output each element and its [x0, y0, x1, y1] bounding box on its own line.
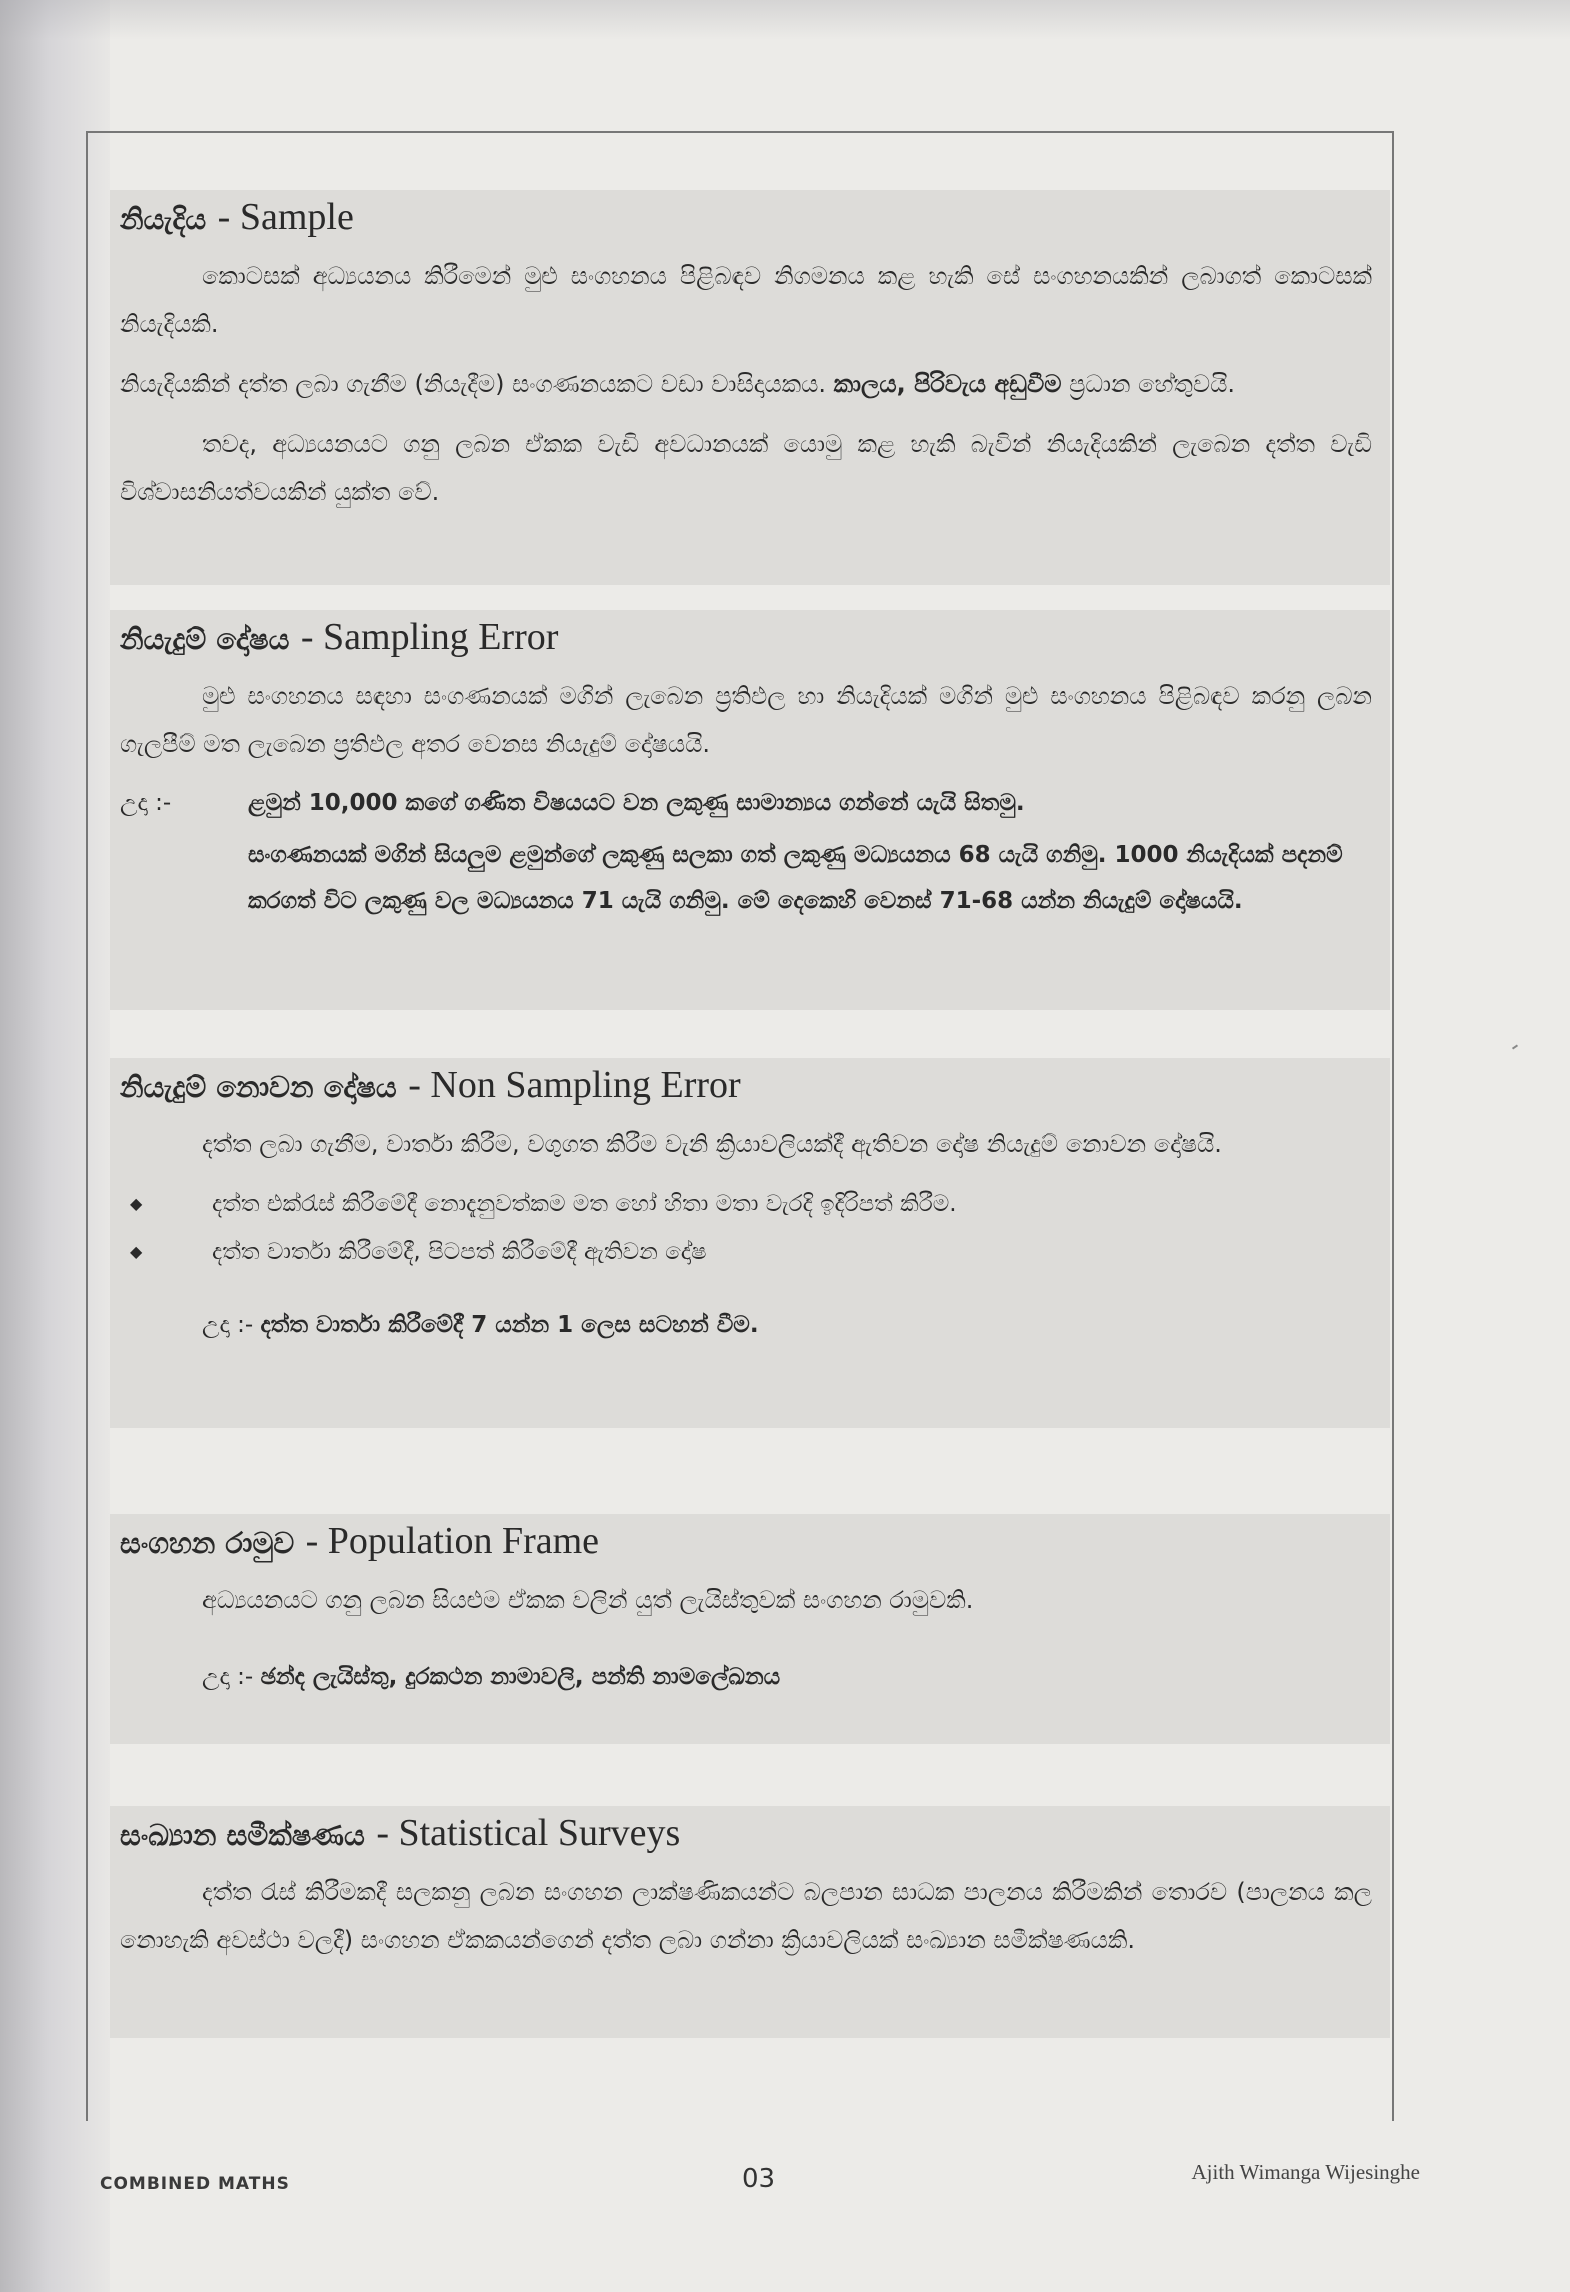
section-population-frame [110, 1514, 1390, 1744]
paragraph: කොටසක් අධ්‍යයනය කිරීමෙන් මුළු සංගහනය පිළිබඳව නිගමනය කළ හැකි සේ සංගහනයකින් ලබාගත් කොටසක් නියැදියකි. [120, 262, 1372, 338]
heading-sinhala: සංඛ්‍යාන සමීක්ෂණය [120, 1818, 365, 1852]
paragraph-text: ප්‍රධාන හේතුවයි. [1069, 370, 1235, 398]
heading-english: Sampling Error [323, 616, 559, 658]
paragraph-text: නියැදියකින් දත්ත ලබා ගැනීම (නියැදීම) සංගණනයකට වඩා වාසිදායකය. [120, 370, 826, 398]
section-sample [110, 190, 1390, 585]
heading-english: Sample [239, 196, 354, 238]
section-statistical-surveys [110, 1806, 1390, 2038]
diamond-bullet-icon: ◆ [130, 1242, 143, 1261]
section-sampling-error [110, 610, 1390, 1010]
diamond-bullet-icon: ◆ [130, 1194, 143, 1213]
heading-sinhala: නියැදුම් දෝෂය [120, 622, 290, 656]
paragraph: අධ්‍යයනයට ගනු ලබන සියළුම ඒකක වලින් යුත් ලැයිස්තුවක් සංගහන රාමුවකි. [202, 1586, 974, 1614]
example-block [120, 1302, 1372, 1348]
example-block [120, 1654, 1372, 1700]
section-heading-statistical-surveys: සංඛ්‍යාන සමීක්ෂණය - Statistical Surveys [120, 1812, 681, 1854]
example-text: ඡන්ද ලැයිස්තු, දුරකථන නාමාවලි, පන්ති නාමලේඛනය [260, 1664, 781, 1690]
list-item-text: දත්ත වාර්තා කිරීමේදී, පිටපත් කිරීමේදී ඇතිවන දෝෂ [212, 1239, 707, 1265]
example-text: දත්ත වාර්තා කිරීමේදී 7 යන්න 1 ලෙස සටහන් වීම. [260, 1312, 759, 1338]
list-item [120, 1228, 1372, 1276]
section-non-sampling-error [110, 1058, 1390, 1428]
section-heading-sample: නියැදිය - Sample [120, 196, 354, 238]
stray-mark [1512, 1044, 1518, 1049]
section-heading-sampling-error: නියැදුම් දෝෂය - Sampling Error [120, 616, 559, 658]
paragraph: දත්ත ලබා ගැනීම, වාර්තා කිරීම, වගුගත කිරීම වැනි ක්‍රියාවලියක්දී ඇතිවන දෝෂ නියැදුම් නොවන දෝෂයි. [202, 1130, 1222, 1158]
top-shadow [0, 0, 1570, 40]
example-label: උදා :- [202, 1312, 254, 1338]
bullet-list [120, 1180, 1372, 1276]
page-number: 03 [742, 2164, 776, 2194]
heading-english: Non Sampling Error [430, 1064, 741, 1106]
heading-english: Statistical Surveys [398, 1812, 681, 1854]
heading-english: Population Frame [327, 1520, 600, 1562]
section-heading-non-sampling-error: නියැදුම් නොවන දෝෂය - Non Sampling Error [120, 1064, 741, 1106]
paragraph [120, 360, 1372, 408]
footer-author: Ajith Wimanga Wijesinghe [1191, 2160, 1420, 2184]
page-footer [100, 2160, 1420, 2200]
footer-subject: COMBINED MATHS [100, 2174, 290, 2194]
example-label: උදා :- [202, 1664, 254, 1690]
heading-sinhala: නියැදුම් නොවන දෝෂය [120, 1070, 397, 1104]
paragraph: තවද, අධ්‍යයනයට ගනු ලබන ඒකක වැඩි අවධානයක් යොමු කළ හැකි බැවින් නියැදියකින් ලැබෙන දත්ත වැඩි විශ්වාසනියත්වයකින් යුක්ත වේ. [120, 430, 1372, 506]
paragraph: දත්ත රැස් කිරීමකදී සලකනු ලබන සංගහන ලාක්ෂණිකයන්ට බලපාන සාධක පාලනය කිරීමකින් තොරව (පාලනය කල නොහැකි අවස්ථා වලදී) සංගහන ඒකකයන්ගෙන් දත්ත ලබා ගන්නා ක්‍රියාවලියක් සංඛ්‍යාන සමීක්ෂණයකි. [120, 1878, 1372, 1954]
example-label: උදා :- [120, 790, 172, 816]
section-heading-population-frame: සංගහන රාමුව - Population Frame [120, 1520, 600, 1562]
example-body [248, 780, 1372, 924]
paragraph: මුළු සංගහනය සඳහා සංගණනයක් මගින් ලැබෙන ප්‍රතිඵල හා නියැදියක් මගින් මුළු සංගහනය පිළිබඳව කරනු ලබන ගැලපීම් මත ලැබෙන ප්‍රතිඵල අතර වෙනස නියැදුම් දෝෂයයි. [120, 682, 1372, 758]
example-block [120, 780, 1372, 924]
list-item-text: දත්ත එක්රැස් කිරීමේදී නොදැනුවත්කම මත හෝ හිතා මතා වැරදි ඉදිරිපත් කිරීම. [212, 1191, 957, 1217]
heading-sinhala: සංගහන රාමුව [120, 1526, 295, 1560]
example-line: සංගණනයක් මගින් සියලුම ළමුන්ගේ ලකුණු සලකා ගත් ලකුණු මධ්‍යයනය 68 යැයි ගනිමු. 1000 නියැදියක් පදනම් කරගත් විට ලකුණු වල මධ්‍යයනය 71 යැයි ගනිමු. මේ දෙකෙහි වෙනස් 71-68 යන්න නියැදුම් දෝෂයයි. [248, 842, 1343, 914]
paragraph-bold-text: කාලය, පිරිවැය අඩුවීම [833, 370, 1062, 398]
list-item [120, 1180, 1372, 1228]
heading-sinhala: නියැදිය [120, 202, 207, 236]
example-line: ළමුන් 10,000 කගේ ගණිත විෂයයට වන ලකුණු සාමාන්‍යය ගන්නේ යැයි සිතමු. [248, 790, 1025, 816]
